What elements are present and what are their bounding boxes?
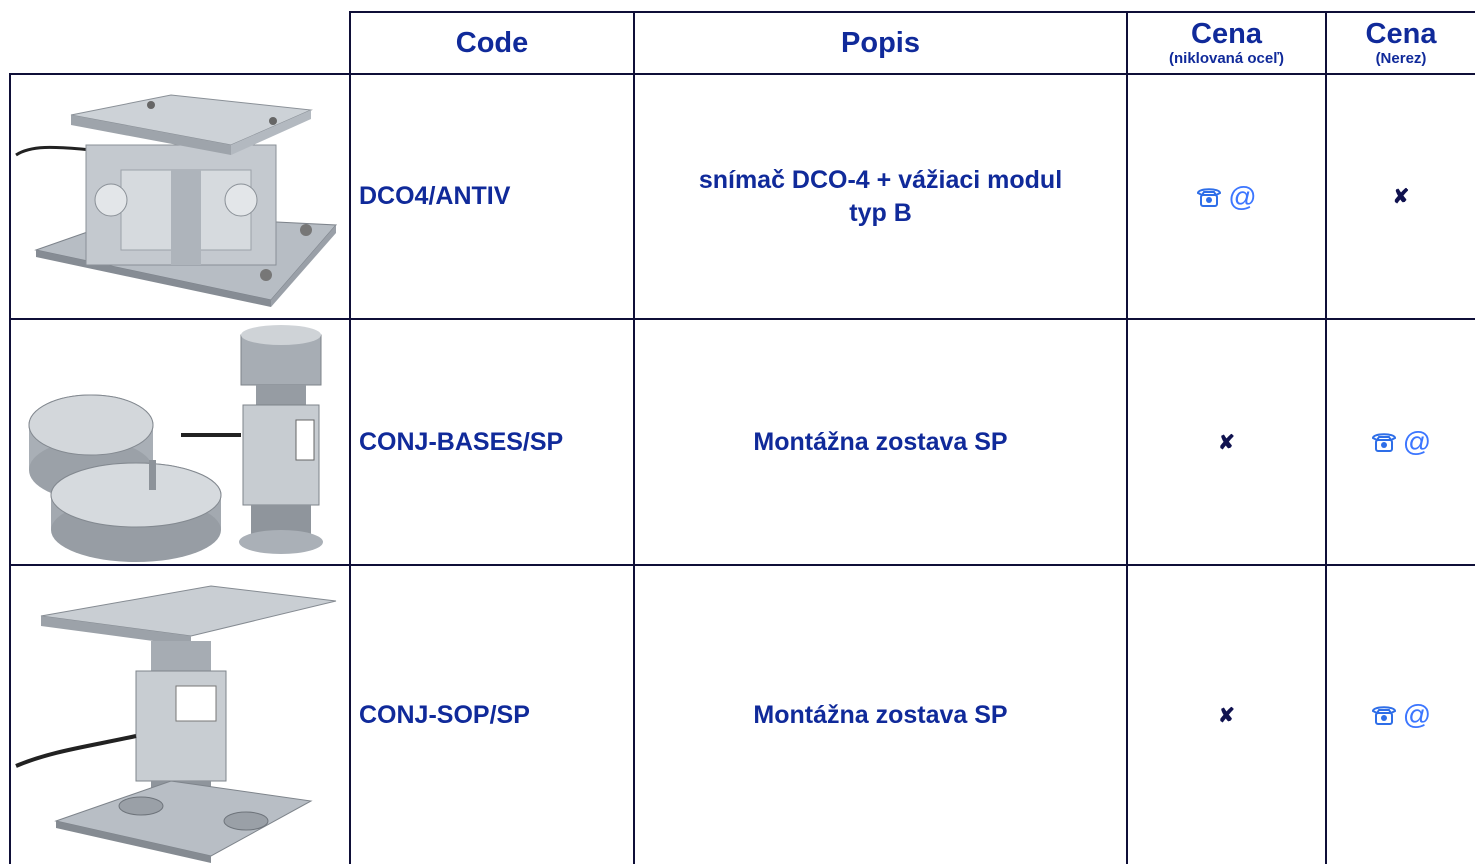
header-cena-nikl-title: Cena xyxy=(1191,18,1262,50)
email-icon[interactable]: @ xyxy=(1402,426,1432,457)
product-image-dco4 xyxy=(11,75,349,318)
row1-code-text: DCO4/ANTIV xyxy=(359,182,511,210)
phone-icon[interactable] xyxy=(1196,186,1222,208)
row2-price-nikl xyxy=(1128,320,1325,564)
row3-price-nerez xyxy=(1327,566,1475,864)
header-code xyxy=(351,13,633,73)
row1-contact[interactable] xyxy=(1196,180,1257,212)
header-cena-nerez xyxy=(1327,13,1475,73)
row2-contact[interactable] xyxy=(1371,428,1431,456)
cross-icon: ✘ xyxy=(1392,186,1410,208)
row3-desc xyxy=(635,566,1126,864)
row2-desc xyxy=(635,320,1126,564)
row1-price-nerez xyxy=(1327,75,1475,318)
row2-code xyxy=(351,320,641,564)
row1-code xyxy=(351,75,641,318)
row1-price-nikl xyxy=(1128,75,1325,318)
phone-icon[interactable] xyxy=(1371,704,1397,726)
row2-price-nerez xyxy=(1327,320,1475,564)
header-cena-nerez-title: Cena xyxy=(1365,18,1437,50)
row1-desc xyxy=(635,75,1126,318)
phone-icon[interactable] xyxy=(1371,431,1397,453)
header-popis xyxy=(635,13,1126,73)
product-image-conj-sop xyxy=(11,566,349,864)
header-cena-nikl-sub: (niklovaná oceľ) xyxy=(1169,50,1284,67)
header-cena-nerez-sub: (Nerez) xyxy=(1375,50,1427,67)
row2-desc-line1: Montážna zostava SP xyxy=(753,427,1008,456)
header-code-label: Code xyxy=(455,26,529,59)
row1-desc-line2: typ B xyxy=(849,198,912,227)
row3-contact[interactable] xyxy=(1371,701,1431,729)
email-icon[interactable]: @ xyxy=(1402,699,1432,730)
row3-code xyxy=(351,566,641,864)
row3-code-text: CONJ-SOP/SP xyxy=(359,700,530,729)
header-cena-nikl xyxy=(1128,13,1325,73)
row3-desc-line1: Montážna zostava SP xyxy=(753,700,1008,729)
email-icon[interactable]: @ xyxy=(1228,180,1257,212)
cross-icon: ✘ xyxy=(1218,704,1235,727)
product-image-conj-bases xyxy=(11,320,349,564)
row1-desc-line1: snímač DCO-4 + vážiaci modul xyxy=(698,166,1063,194)
row3-price-nikl xyxy=(1128,566,1325,864)
cross-icon: ✘ xyxy=(1218,431,1235,454)
header-popis-label: Popis xyxy=(841,26,920,59)
row2-code-text: CONJ-BASES/SP xyxy=(359,427,564,456)
